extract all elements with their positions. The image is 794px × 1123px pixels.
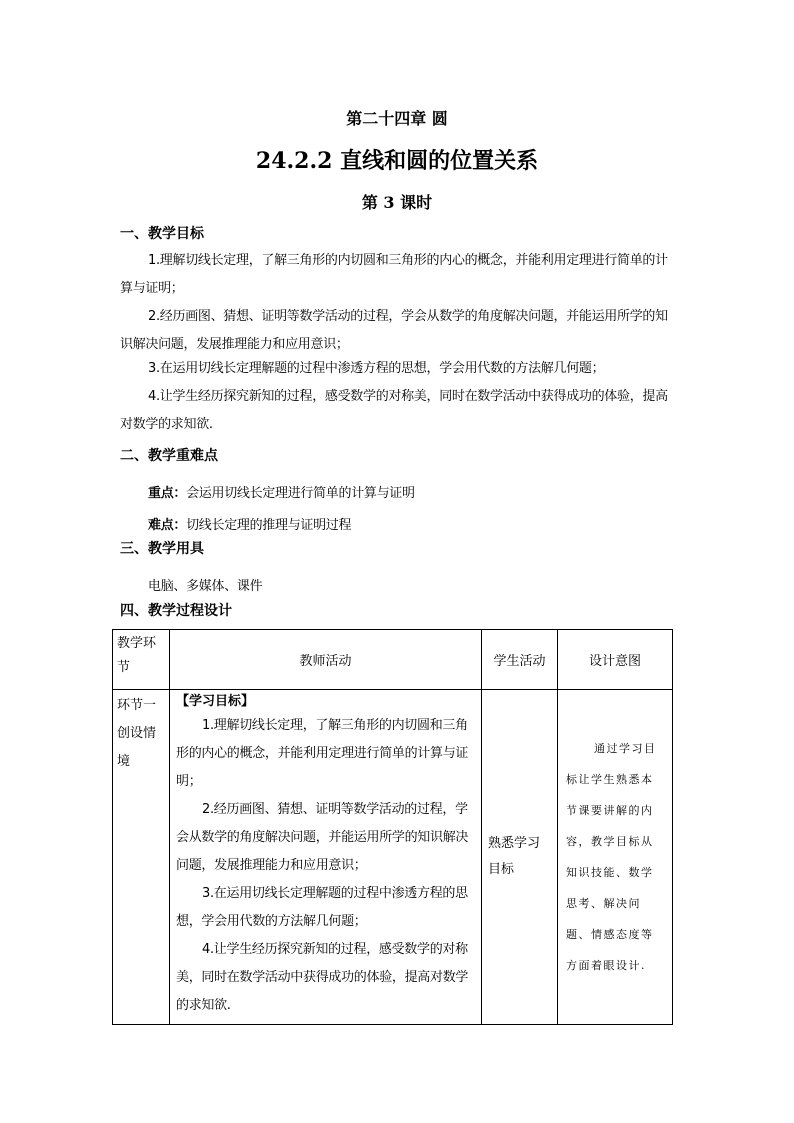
table-header-row [113,630,673,690]
difficult-point-label: 难点： [148,518,187,533]
table-row [113,690,673,1025]
tools-text: 电脑、多媒体、课件 [148,579,263,594]
student-activity-cell: 熟悉学习目标 [482,690,558,1025]
teacher-item-1: 1.理解切线长定理，了解三角形的内切圆和三角形的内心的概念，并能利用定理进行简单的计算与证明； [176,718,469,789]
teacher-item-2: 2.经历画图、猜想、证明等数学活动的过程，学会从数学的角度解决问题，并能运用所学的知识解决问题，发展推理能力和应用意识； [176,802,469,873]
header-teacher: 教师活动 [170,630,482,690]
lesson-title: 24.2.2 直线和圆的位置关系 [255,148,539,174]
process-table [112,629,673,1025]
section-heading-objectives: 一、教学目标 [120,226,204,242]
key-point-text: 会运用切线长定理进行简单的计算与证明 [186,486,415,501]
difficult-point-text: 切线长定理的推理与证明过程 [186,518,352,533]
header-student: 学生活动 [482,630,558,690]
chapter-title: 第二十四章 圆 [346,109,448,128]
teacher-item-3: 3.在运用切线长定理解题的过程中渗透方程的思想，学会用代数的方法解几何题； [176,886,468,929]
section-heading-process: 四、教学过程设计 [120,603,232,619]
teacher-item-4: 4.让学生经历探究新知的过程，感受数学的对称美，同时在数学活动中获得成功的体验，提高对数学的求知欲. [176,942,469,1013]
objective-item-4: 4.让学生经历探究新知的过程，感受数学的对称美，同时在数学活动中获得成功的体验，提高对数学的求知欲. [120,389,668,432]
design-intent-cell: 通过学习目标让学生熟悉本节课要讲解的内容，教学目标从知识技能、数学思考、解决问题、情感态度等方面着眼设计. [558,690,673,1025]
key-point-line [148,482,415,501]
objective-item-1: 1.理解切线长定理，了解三角形的内切圆和三角形的内心的概念，并能利用定理进行简单的计算与证明； [120,253,668,296]
period-label: 第 3 课时 [361,193,433,212]
header-design: 设计意图 [558,630,673,690]
objective-item-3: 3.在运用切线长定理解题的过程中渗透方程的思想，学会用代数的方法解几何题； [148,361,605,376]
section-heading-key-points: 二、教学重难点 [120,448,218,464]
stage-cell: 环节一创设情境 [113,690,170,1025]
section-heading-tools: 三、教学用具 [120,541,204,557]
teacher-activity-cell [170,690,482,1025]
learning-goal-tag: 【学习目标】 [176,694,255,709]
key-point-label: 重点： [148,486,187,501]
difficult-point-line [148,514,351,533]
header-stage: 教学环节 [113,630,170,690]
objective-item-2: 2.经历画图、猜想、证明等数学活动的过程，学会从数学的角度解决问题，并能运用所学的知识解决问题，发展推理能力和应用意识； [120,309,668,352]
